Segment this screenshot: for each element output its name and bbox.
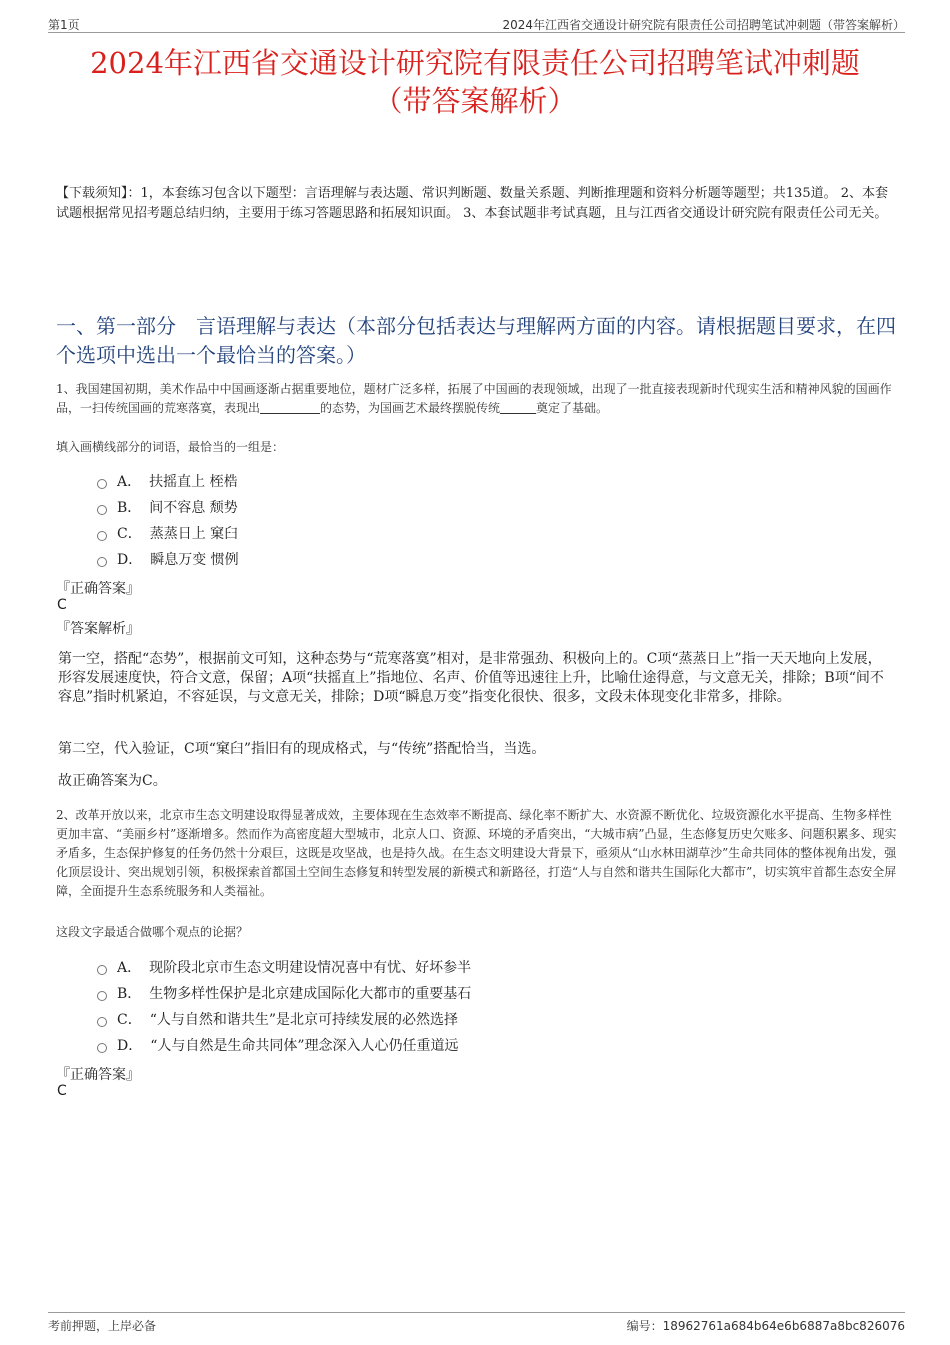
footer-code: 编号：18962761a684b64e6b6887a8bc826076 (626, 1319, 905, 1333)
analysis-paragraph-3: 故正确答案为C。 (58, 773, 167, 789)
document-title (40, 44, 910, 120)
answer-value: C (57, 597, 67, 613)
option-d[interactable]: D． 瞬息万变 惯例 (97, 546, 239, 572)
radio-icon[interactable] (97, 557, 107, 567)
question-1-prompt: 填入画横线部分的词语，最恰当的一组是： (56, 440, 285, 454)
option-b[interactable]: B． 生物多样性保护是北京建成国际化大都市的重要基石 (97, 980, 471, 1006)
radio-icon[interactable] (97, 965, 107, 975)
title-line-1: 2024年江西省交通设计研究院有限责任公司招聘笔试冲刺题 (90, 46, 860, 80)
answer-value: C (57, 1083, 67, 1099)
radio-icon[interactable] (97, 505, 107, 515)
option-d[interactable]: D． “人与自然是生命共同体”理念深入人心仍任重道远 (97, 1032, 471, 1058)
radio-icon[interactable] (97, 1017, 107, 1027)
page-header (48, 14, 905, 33)
radio-icon[interactable] (97, 531, 107, 541)
option-a[interactable]: A． 现阶段北京市生态文明建设情况喜中有忧、好坏参半 (97, 954, 471, 980)
option-c[interactable]: C． 蒸蒸日上 窠臼 (97, 520, 239, 546)
analysis-label: 『答案解析』 (56, 621, 140, 637)
question-2-options (97, 954, 471, 1058)
question-2-text: 2、改革开放以来，北京市生态文明建设取得显著成效，主要体现在生态效率不断提高、绿化率不断扩大、水资源不断优化、垃圾资源化水平提高、生物多样性更加丰富、“美丽乡村”逐渐增多。然而作为高密度超大型城市，北京人口、资源、环境的矛盾突出，“大城市病”凸显，生态修复历史欠账多、问题积累多、现实矛盾多，生态保护修复的任务仍然十分艰巨，这既是攻坚战，也是持久战。在生态文明建设大背景下，亟须从“山水林田湖草沙”生命共同体的整体视角出发，强化顶层设计、突出规划引领，积极探索首都国土空间生态修复和转型发展的新模式和新路径，打造“人与自然和谐共生国际化大都市”，切实筑牢首都生态安全屏障，全面提升生态系统服务和人类福祉。 (56, 808, 897, 898)
page-footer (48, 1312, 905, 1333)
radio-icon[interactable] (97, 991, 107, 1001)
radio-icon[interactable] (97, 1043, 107, 1053)
page-number: 第1页 (48, 18, 80, 32)
analysis-paragraph-1: 第一空，搭配“态势”，根据前文可知，这种态势与“荒寒落寞”相对，是非常强劲、积极向上的。C项“蒸蒸日上”指一天天地向上发展，形容发展速度快，符合文意，保留；A项“扶摇直上”指地位、名声、价值等迅速往上升，比喻仕途得意，与文意无关，排除；B项“间不容息”指时机紧迫，不容延误，与文意无关，排除；D项“瞬息万变”指变化很快、很多，文段未体现变化非常多，排除。 (58, 651, 884, 705)
question-1-text: 1、我国建国初期，美术作品中中国画逐渐占据重要地位，题材广泛多样，拓展了中国画的表现领域，出现了一批直接表现新时代现实生活和精神风貌的国画作品，一扫传统国画的荒寒落寞，表现出 的态势，为国画艺术最终摆脱传统 奠定了基础。 (56, 382, 892, 415)
option-a[interactable]: A． 扶摇直上 桎梏 (97, 468, 239, 494)
title-line-2: （带答案解析） (373, 84, 577, 118)
download-notice: 【下载须知】：1，本套练习包含以下题型：言语理解与表达题、常识判断题、数量关系题、判断推理题和资料分析题等题型；共135道。 2、本套试题根据常见招考题总结归纳，主要用于练习答题思路和拓展知识面。 3、本套试题非考试真题，且与江西省交通设计研究院有限责任公司无关。 (56, 186, 888, 221)
answer-label: 『正确答案』 (56, 581, 140, 597)
analysis-paragraph-2: 第二空，代入验证，C项“窠臼”指旧有的现成格式，与“传统”搭配恰当，当选。 (58, 741, 546, 757)
answer-label: 『正确答案』 (56, 1067, 140, 1083)
section-heading: 一、第一部分 言语理解与表达（本部分包括表达与理解两方面的内容。请根据题目要求，在四个选项中选出一个最恰当的答案。） (56, 314, 896, 367)
option-b[interactable]: B． 间不容息 颓势 (97, 494, 239, 520)
footer-slogan: 考前押题，上岸必备 (48, 1319, 157, 1333)
option-c[interactable]: C． “人与自然和谐共生”是北京可持续发展的必然选择 (97, 1006, 471, 1032)
header-doc-title: 2024年江西省交通设计研究院有限责任公司招聘笔试冲刺题（带答案解析） (502, 18, 905, 32)
question-1-options (97, 468, 239, 572)
question-2-prompt: 这段文字最适合做哪个观点的论据？ (56, 925, 249, 939)
radio-icon[interactable] (97, 479, 107, 489)
